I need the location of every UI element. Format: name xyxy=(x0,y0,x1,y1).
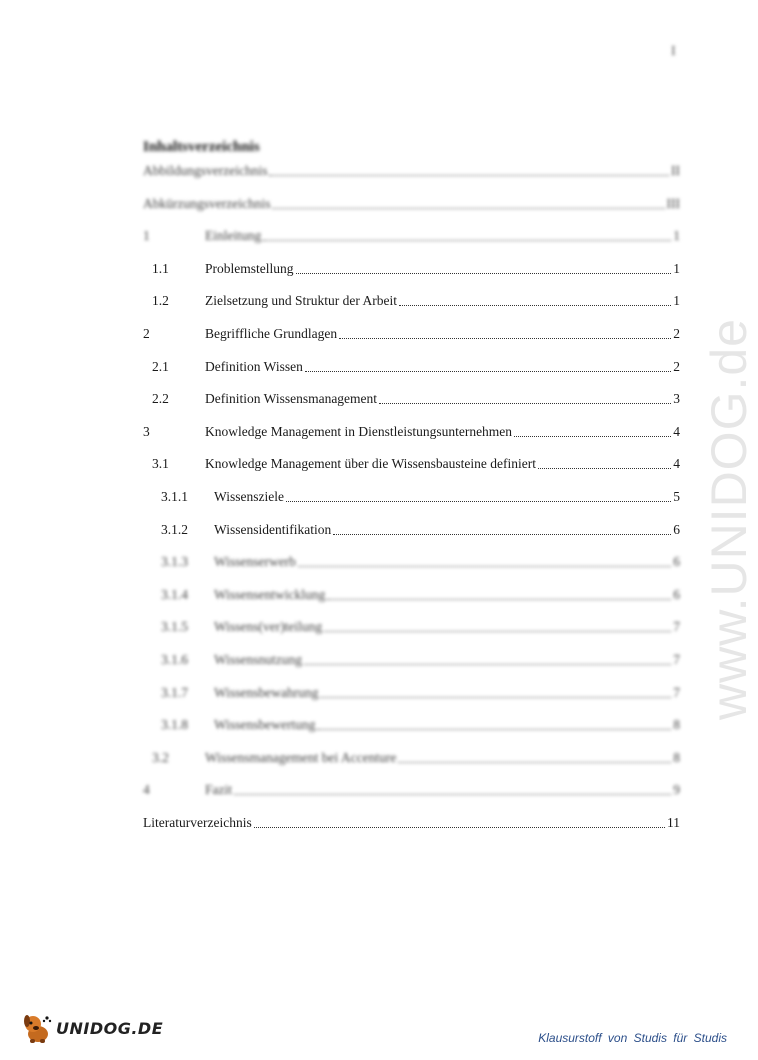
toc-entry-page: 4 xyxy=(673,456,680,472)
toc-entry-label: Einleitung xyxy=(205,228,262,244)
toc-entry-page: 9 xyxy=(673,782,680,798)
toc-entry-number: 3.1.8 xyxy=(161,717,188,733)
toc-entry-label: Zielsetzung und Struktur der Arbeit xyxy=(205,293,397,309)
toc-entry-number: 3.1.2 xyxy=(161,521,188,537)
toc-entry-label: Abkürzungsverzeichnis xyxy=(143,195,271,211)
toc-entry-page: 2 xyxy=(673,358,680,374)
toc-entry-label: Wissensmanagement bei Accenture xyxy=(205,749,397,765)
toc-leader-dots xyxy=(398,762,671,763)
toc-leader-dots xyxy=(379,403,671,404)
toc-entry-label: Literaturverzeichnis xyxy=(143,815,252,830)
toc-entry-number: 3.1.1 xyxy=(161,489,188,504)
toc-entry-number: 3.1.3 xyxy=(161,554,188,570)
unidog-logo[interactable] xyxy=(22,1012,163,1044)
toc-entry-number: 3.1 xyxy=(152,456,169,472)
toc-entry-label: Definition Wissen xyxy=(205,358,303,374)
toc-entry-label: Wissensentwicklung xyxy=(214,586,326,602)
dog-mascot-icon xyxy=(22,1012,52,1044)
toc-entry[interactable] xyxy=(143,488,680,506)
toc-entry-number: 3.1.4 xyxy=(161,586,188,602)
toc-entry[interactable] xyxy=(143,586,680,604)
toc-entry-page: 4 xyxy=(673,423,680,439)
toc-entry-number: 3.1.5 xyxy=(161,619,188,635)
toc-entry-page: 8 xyxy=(673,749,680,765)
toc-leader-dots xyxy=(339,338,671,339)
toc-entry[interactable] xyxy=(143,162,680,180)
toc-entry-page: 7 xyxy=(673,619,680,635)
toc-entry-page: 6 xyxy=(673,521,680,537)
toc-title: Inhaltsverzeichnis xyxy=(143,139,260,155)
logo-text: UNIDOG.DE xyxy=(56,1018,164,1038)
toc-entry[interactable] xyxy=(143,455,680,473)
toc-entry-label: Problemstellung xyxy=(205,260,294,276)
toc-entry-page: 11 xyxy=(667,815,680,830)
toc-entry-page: 2 xyxy=(673,326,680,341)
toc-leader-dots xyxy=(296,273,672,274)
toc-leader-dots xyxy=(327,599,671,600)
toc-leader-dots xyxy=(304,664,671,665)
toc-leader-dots xyxy=(254,827,665,828)
toc-entry-number: 1.2 xyxy=(152,293,169,309)
toc-leader-dots xyxy=(333,534,671,535)
toc-leader-dots xyxy=(298,566,671,567)
toc-entry[interactable] xyxy=(143,358,680,376)
toc-entry-label: Fazit xyxy=(205,782,232,798)
toc-entry-label: Wissensziele xyxy=(214,489,284,504)
toc-entry-page: II xyxy=(671,163,680,178)
toc-entry-page: 3 xyxy=(673,391,680,407)
toc-entry-label: Abbildungsverzeichnis xyxy=(143,163,268,178)
toc-leader-dots xyxy=(320,697,671,698)
toc-leader-dots xyxy=(514,436,671,437)
toc-entry-page: 6 xyxy=(673,554,680,570)
toc-entry[interactable] xyxy=(143,325,680,343)
toc-entry[interactable] xyxy=(143,521,680,539)
toc-entry-number: 3.1.7 xyxy=(161,684,188,700)
toc-entry-number: 2 xyxy=(143,326,150,341)
toc-entry-number: 1 xyxy=(143,228,150,244)
toc-entry-number: 4 xyxy=(143,782,150,798)
toc-entry-page: 7 xyxy=(673,684,680,700)
toc-leader-dots xyxy=(269,175,669,176)
toc-entry-page: 6 xyxy=(673,586,680,602)
toc-entry-label: Wissensbewahrung xyxy=(214,684,319,700)
toc-entry-number: 3 xyxy=(143,423,150,439)
toc-entry-label: Definition Wissensmanagement xyxy=(205,391,378,407)
toc-entry[interactable] xyxy=(143,390,680,408)
toc-entry-number: 2.1 xyxy=(152,358,169,374)
toc-leader-dots xyxy=(286,501,671,502)
toc-entry-page: 8 xyxy=(673,717,680,733)
toc-entry[interactable] xyxy=(143,684,680,702)
toc-entry[interactable] xyxy=(143,292,680,310)
toc-entry[interactable] xyxy=(143,227,680,245)
toc-entry-label: Wissens(ver)teilung xyxy=(214,619,323,635)
toc-entry[interactable] xyxy=(143,260,680,278)
toc-entry-label: Wissensbewertung xyxy=(214,717,316,733)
toc-entry[interactable] xyxy=(143,423,680,441)
toc-entry-label: Knowledge Management über die Wissensbausteine definiert xyxy=(205,456,536,472)
toc-entry-label: Wissensnutzung xyxy=(214,652,302,667)
toc-entry-page: 5 xyxy=(673,489,680,504)
toc-leader-dots xyxy=(324,631,671,632)
toc-leader-dots xyxy=(263,240,671,241)
toc-leader-dots xyxy=(305,371,671,372)
toc-entry[interactable] xyxy=(143,781,680,799)
toc-entry[interactable] xyxy=(143,553,680,571)
toc-entry-page: 1 xyxy=(673,228,680,244)
toc-leader-dots xyxy=(234,794,671,795)
toc-entry-label: Begriffliche Grundlagen xyxy=(205,326,338,341)
toc-entry[interactable] xyxy=(143,651,680,669)
toc-entry[interactable] xyxy=(143,716,680,734)
toc-leader-dots xyxy=(272,208,664,209)
toc-entry-page: 1 xyxy=(673,260,680,276)
toc-entry-label: Wissensidentifikation xyxy=(214,521,332,537)
toc-entry-page: 7 xyxy=(673,652,680,667)
toc-entry-page: III xyxy=(666,195,680,211)
toc-entry-number: 3.1.6 xyxy=(161,652,188,667)
page-number: I xyxy=(671,44,676,59)
toc-entry-number: 2.2 xyxy=(152,391,169,407)
toc-entry-label: Wissenserwerb xyxy=(214,554,296,570)
toc-entry-number: 1.1 xyxy=(152,260,169,276)
toc-leader-dots xyxy=(317,729,671,730)
toc-entry-number: 3.2 xyxy=(152,749,169,765)
toc-entry-label: Knowledge Management in Dienstleistungsunternehmen xyxy=(205,423,513,439)
toc-entry-page: 1 xyxy=(673,293,680,309)
toc-leader-dots xyxy=(399,305,671,306)
toc-leader-dots xyxy=(538,468,671,469)
watermark: www.UNIDOG.de xyxy=(701,318,757,720)
footer-tagline: Klausurstoff von Studis für Studis xyxy=(538,1031,727,1045)
toc-entry[interactable] xyxy=(143,618,680,636)
toc-entry[interactable] xyxy=(143,749,680,767)
toc-entry[interactable] xyxy=(143,195,680,213)
toc-entry[interactable] xyxy=(143,814,680,832)
